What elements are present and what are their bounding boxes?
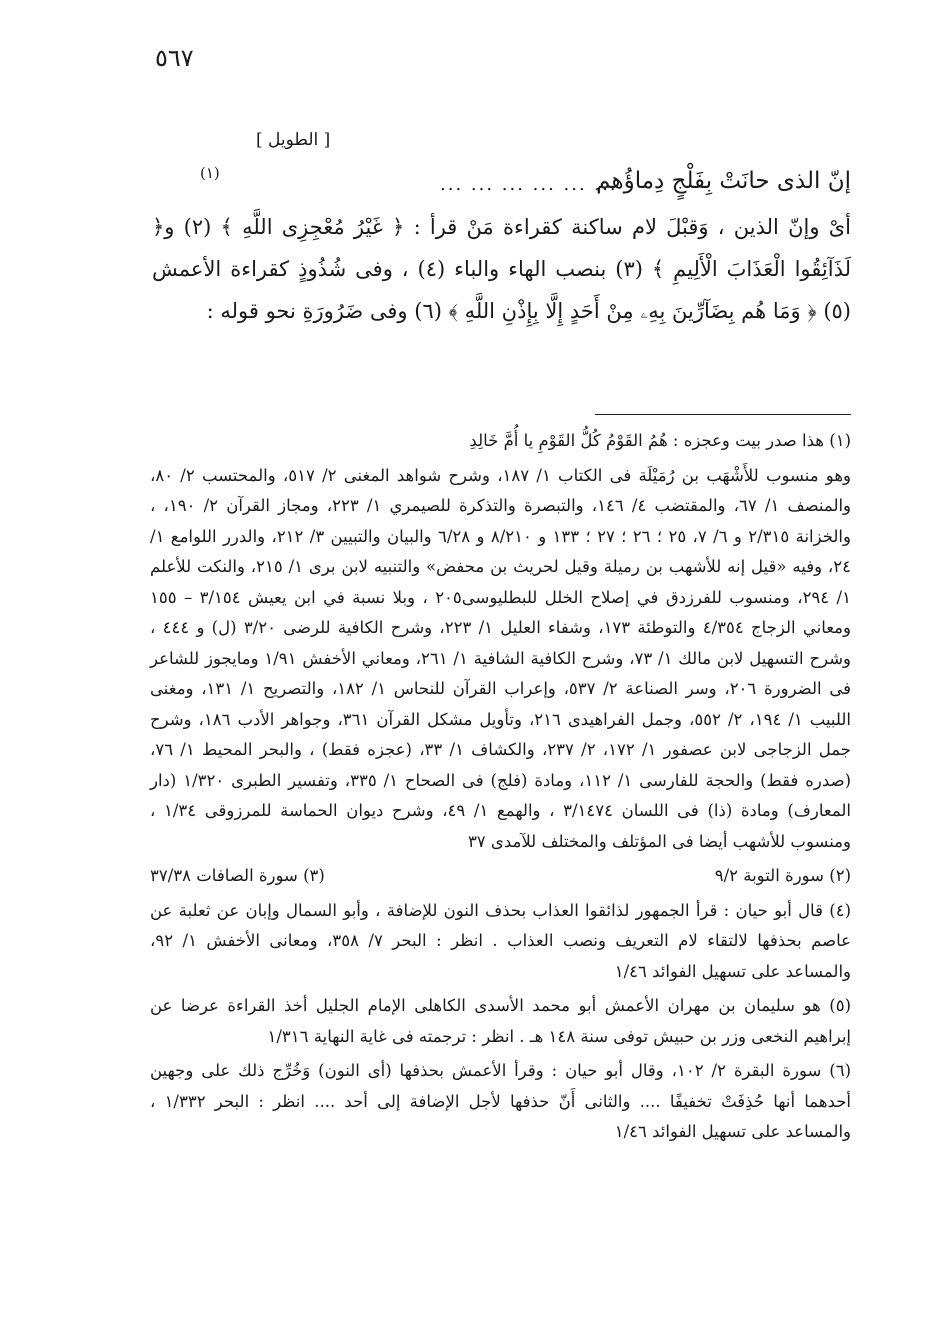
- verse-line: [200, 162, 851, 202]
- footnote-divider: [595, 414, 851, 415]
- footnote-5: (٥) هو سليمان بن مهران الأعمش أبو محمد الأسدى الكاهلى الإمام الجليل أخذ القراءة عرضا عن إبراهيم النخعى وزر بن حبيش توفى سنة ١٤٨ هـ . انظر : ترجمته فى غاية النهاية ١/٣١٦: [150, 996, 851, 1046]
- footnote-row-2-3: [150, 861, 851, 892]
- main-body-text: [152, 206, 851, 332]
- footnote-3: (٣) سورة الصافات ٣٧/٣٨: [150, 866, 325, 885]
- page-number: ٥٦٧: [155, 44, 194, 72]
- verse-hemistich: إنّ الذى حانَتْ بِفَلْجٍ دِماؤُهم: [596, 168, 851, 194]
- verse-footnote-ref: (١): [200, 164, 220, 182]
- verse-omitted-hemistich: ... ... ... ... ... ...: [440, 174, 618, 195]
- footnote-4: (٤) قال أبو حيان : قرأ الجمهور لذائقوا العذاب بحذف النون للإضافة ، وأبو السمال وإبان عن ثعلبة عن عاصم بحذفها لالتقاء لام التعريف ونصب العذاب . انظر : البحر ٧/ ٣٥٨، ومعانى الأخفش ١/ ٩٢، والمساعد على تسهيل الفوائد ١/٤٦: [150, 900, 851, 981]
- footnote-6: (٦) سورة البقرة ٢/ ١٠٢، وقال أبو حيان : وقرأ الأعمش بحذفها (أى النون) وَخُرِّج ذلك على وجهين أحدهما أنها حُذِفَتْ تخفيفًا .... والثانى أَنّ حذفها لأجل الإضافة إلى أحد .... انظر : البحر ١/٣٣٢ ، والمساعد على تسهيل الفوائد ١/٤٦: [150, 1061, 852, 1141]
- body-paragraph: أىْ وإنّ الذين ، وَقبْلَ لام ساكنة كقراءة مَنْ قرأ : ﴿ غَيْرُ مُعْجِزِى اللَّهِ ﴾ (٢) و﴿ لَذَآئِقُوا الْعَذَابَ الْأَلِيمِ ﴾ (٣) بنصب الهاء والباء (٤) ، وفى شُذُوذٍ كقراءة الأعمش (٥) ﴿ وَمَا هُم بِضَآرِّينَ بِهِۦ مِنْ أَحَدٍ إِلَّا بِإِذْنِ اللَّهِ ﴾ (٦) وفى ضَرُورَةِ نحو قوله :: [152, 215, 851, 323]
- footnote-1-intro: (١) هذا صدر بيت وعجزه : هُمُ القَوْمُ كُلُّ القَوْمِ يا أُمَّ خَالِدِ: [469, 431, 851, 450]
- footnotes-section: [150, 426, 851, 1152]
- footnote-2: (٢) سورة التوبة ٩/٢: [714, 866, 851, 885]
- poetic-meter-label: [ الطويل ]: [256, 130, 331, 150]
- footnote-1-body: وهو منسوب للأَشْهَب بن رُمَيْلَة فى الكتاب ١/ ١٨٧، وشرح شواهد المغنى ٢/ ٥١٧، والمحتسب ٢/ ٨٠، والمنصف ١/ ٦٧، والمقتضب ٤/ ١٤٦، والتبصرة والتذكرة للصيمري ١/ ٢٢٣، ومجاز القرآن ٢/ ١٩٠، ، والخزانة ٢/٣١٥ و ٦/ ٧، ٢٥ ؛ ٢٦ ؛ ٢٧ ؛ ١٣٣ و ٨/٢١٠ و ٦/٢٨ والبيان والتبيين ٣/ ٢١٢، والدرر اللوامع ١/ ٢٤، وفيه «قيل إنه للأشهب بن رميلة وقيل لحريث بن محفض» والتنبيه لابن برى ١/ ٢١٥، والنكت للأعلم ١/ ٢٩٤، ومنسوب للفرزدق في إصلاح الخلل للبطليوسى٢٠٥ ، وبلا نسبة في ابن يعيش ٣/١٥٤ – ١٥٥ ومعاني الزجاج ٤/٣٥٤ والتوطئة ١٧٣، وشفاء العليل ١/ ٢٢٣، وشرح الكافية للرضى ٣/٢٠ (ل) و ٤٤٤ ، وشرح التسهيل لابن مالك ١/ ٧٣، وشرح الكافية الشافية ١/ ٢٦١، ومعاني الأخفش ١/٩١ ومايجوز للشاعر فى الضرورة ٢٠٦، وسر الصناعة ٢/ ٥٣٧، وإعراب القرآن للنحاس ١/ ١٨٢، والتصريح ١/ ١٣١، ومغنى اللبيب ١/ ١٩٤، ٢/ ٥٥٢، وجمل الفراهيدى ٢١٦، وتأويل مشكل القرآن ٣٦١، وجواهر الأدب ١٨٦، وشرح جمل الزجاجى لابن عصفور ١/ ١٧٢، ٢/ ٢٣٧، والكشاف ١/ ٣٣، (عجزه فقط) ، والبحر المحيط ١/ ٧٦، (صدره فقط) والحجة للفارسى ١/ ١١٢، ومادة (فلج) فى الصحاح ١/ ٣٣٥، وتفسير الطبرى ١/٣٢٠ (دار المعارف) ومادة (ذا) فى اللسان ٣/١٤٧٤ ، والهمع ١/ ٤٩، وشرح ديوان الحماسة للمرزوقى ١/٣٤ ، ومنسوب للأشهب أيضا فى المؤتلف والمختلف للآمدى ٣٧: [150, 465, 852, 851]
